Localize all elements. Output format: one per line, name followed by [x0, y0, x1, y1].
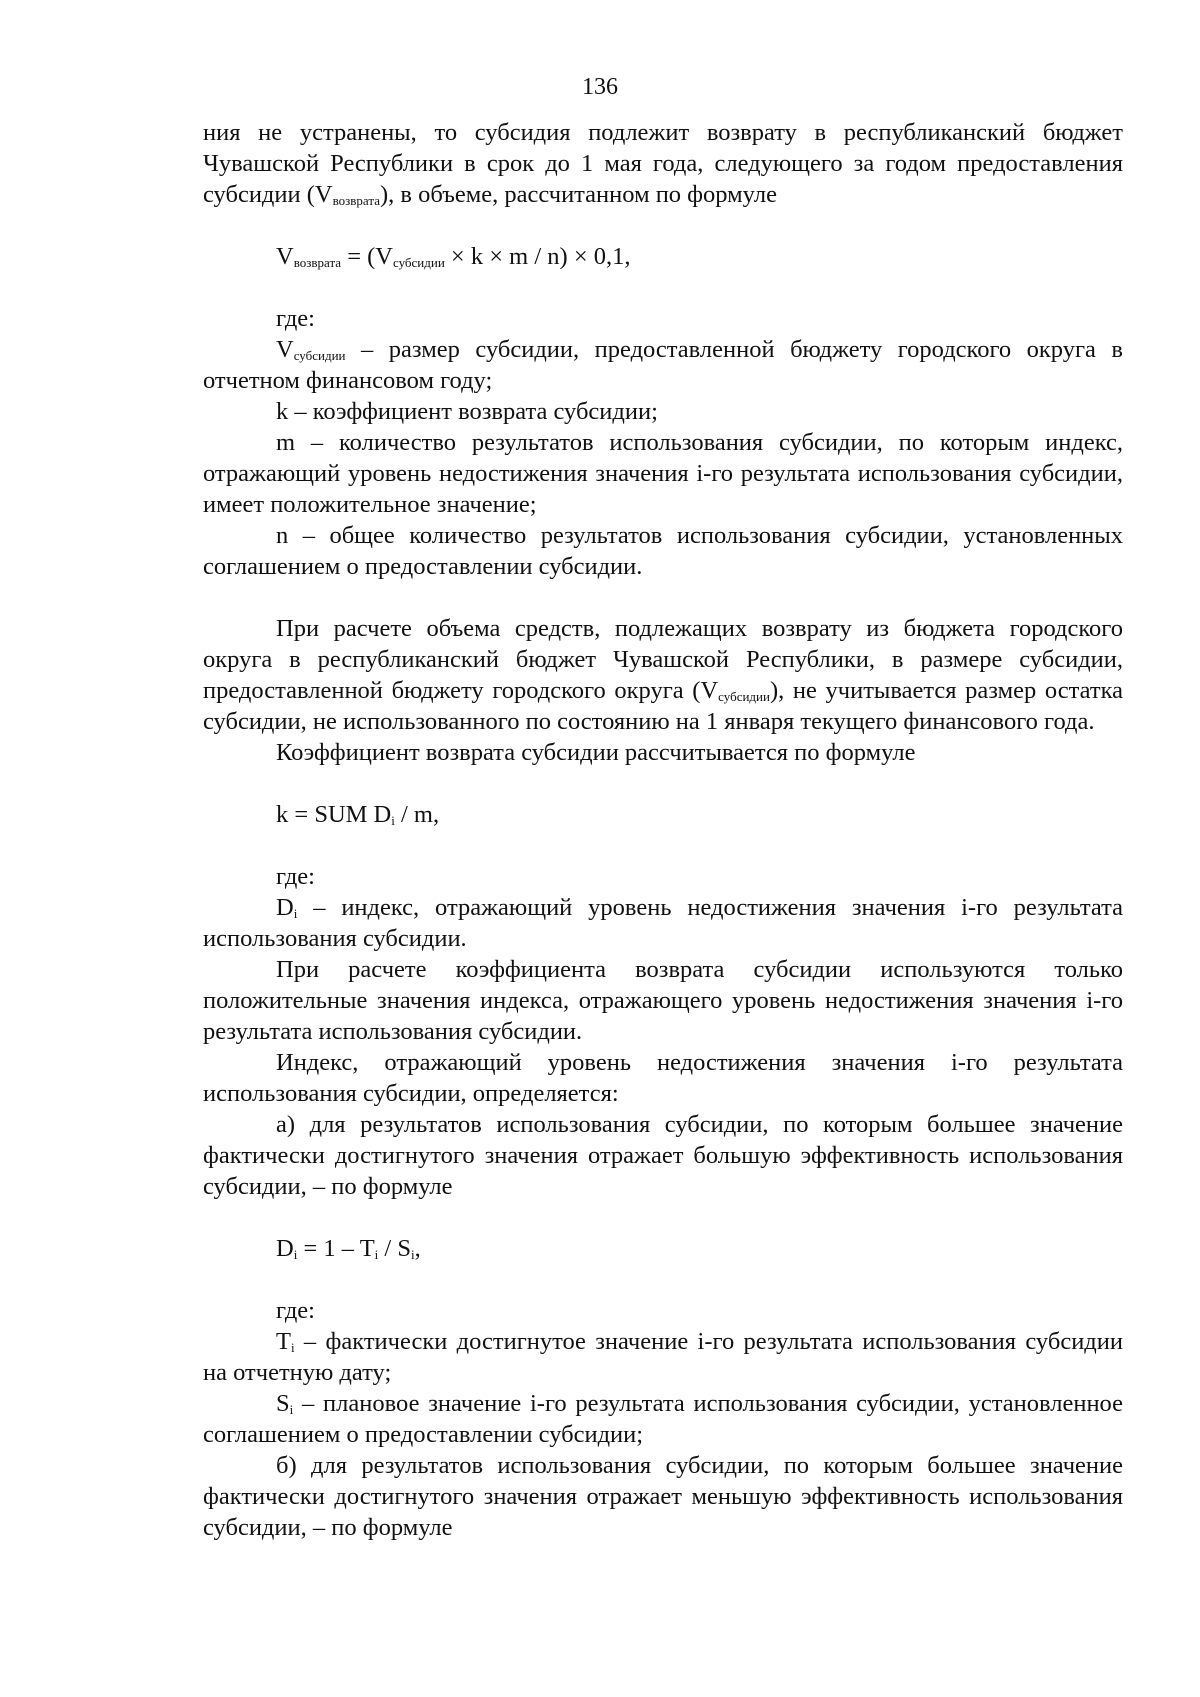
formula-k: k = SUM $D_i$ / m,	[276, 801, 440, 828]
paragraph-positive-values: При расчете коэффициента возврата субсидии используются только положительные значения индекса, отражающего уровень недостижения значения i-го результата использования субсидии.	[203, 956, 1123, 1045]
page-number: 136	[582, 74, 618, 100]
paragraph-case-a: а) для результатов использования субсидии, по которым большее значение фактически достигнутого значения отражает большую эффективность использования субсидии, – по формуле	[203, 1111, 1123, 1200]
definition-v-subsidy: $V_{субсидии}$ – размер субсидии, предоставленной бюджету городского округа в отчетном финансовом году;	[203, 336, 1123, 394]
paragraph-return-condition: ния не устранены, то субсидия подлежит возврату в республиканский бюджет Чувашской Республики в срок до 1 мая года, следующего за годом предоставления субсидии $(V_{возврата})$, в объеме, рассчитанном по формуле	[203, 119, 1123, 208]
where-label-1: где:	[276, 305, 315, 332]
formula-v-return: $V_{возврата} = (V_{субсидии} \times k \times m / n) \times 0,1$,	[276, 243, 631, 270]
where-label-2: где:	[276, 863, 315, 890]
paragraph-index-definition: Индекс, отражающий уровень недостижения значения i-го результата использования субсидии, определяется:	[203, 1049, 1123, 1107]
paragraph-case-b: б) для результатов использования субсидии, по которым большее значение фактически достигнутого значения отражает меньшую эффективность использования субсидии, – по формуле	[203, 1452, 1123, 1541]
paragraph-coefficient-intro: Коэффициент возврата субсидии рассчитывается по формуле	[276, 739, 916, 766]
paragraph-remainder: При расчете объема средств, подлежащих возврату из бюджета городского округа в республиканский бюджет Чувашской Республики, в размере субсидии, предоставленной бюджету городского округа $(V_{субсидии})$, не учитывается размер остатка субсидии, не использованного по состоянию на 1 января текущего финансового года.	[203, 615, 1123, 735]
formula-d: $D_i = 1 - T_i / S_i$,	[276, 1235, 421, 1262]
definition-s: $S_i$ – плановое значение i-го результата использования субсидии, установленное соглашением о предоставлении субсидии;	[203, 1390, 1123, 1448]
definition-k: k – коэффициент возврата субсидии;	[276, 398, 658, 425]
definition-t: $T_i$ – фактически достигнутое значение i-го результата использования субсидии на отчетную дату;	[203, 1328, 1123, 1386]
definition-n: n – общее количество результатов использования субсидии, установленных соглашением о предоставлении субсидии.	[203, 522, 1123, 580]
definition-m: m – количество результатов использования субсидии, по которым индекс, отражающий уровень недостижения значения i-го результата использования субсидии, имеет положительное значение;	[203, 429, 1123, 518]
definition-d: $D_i$ – индекс, отражающий уровень недостижения значения i-го результата использования субсидии.	[203, 894, 1123, 952]
document-body	[203, 117, 1123, 1543]
where-label-3: где:	[276, 1297, 315, 1324]
